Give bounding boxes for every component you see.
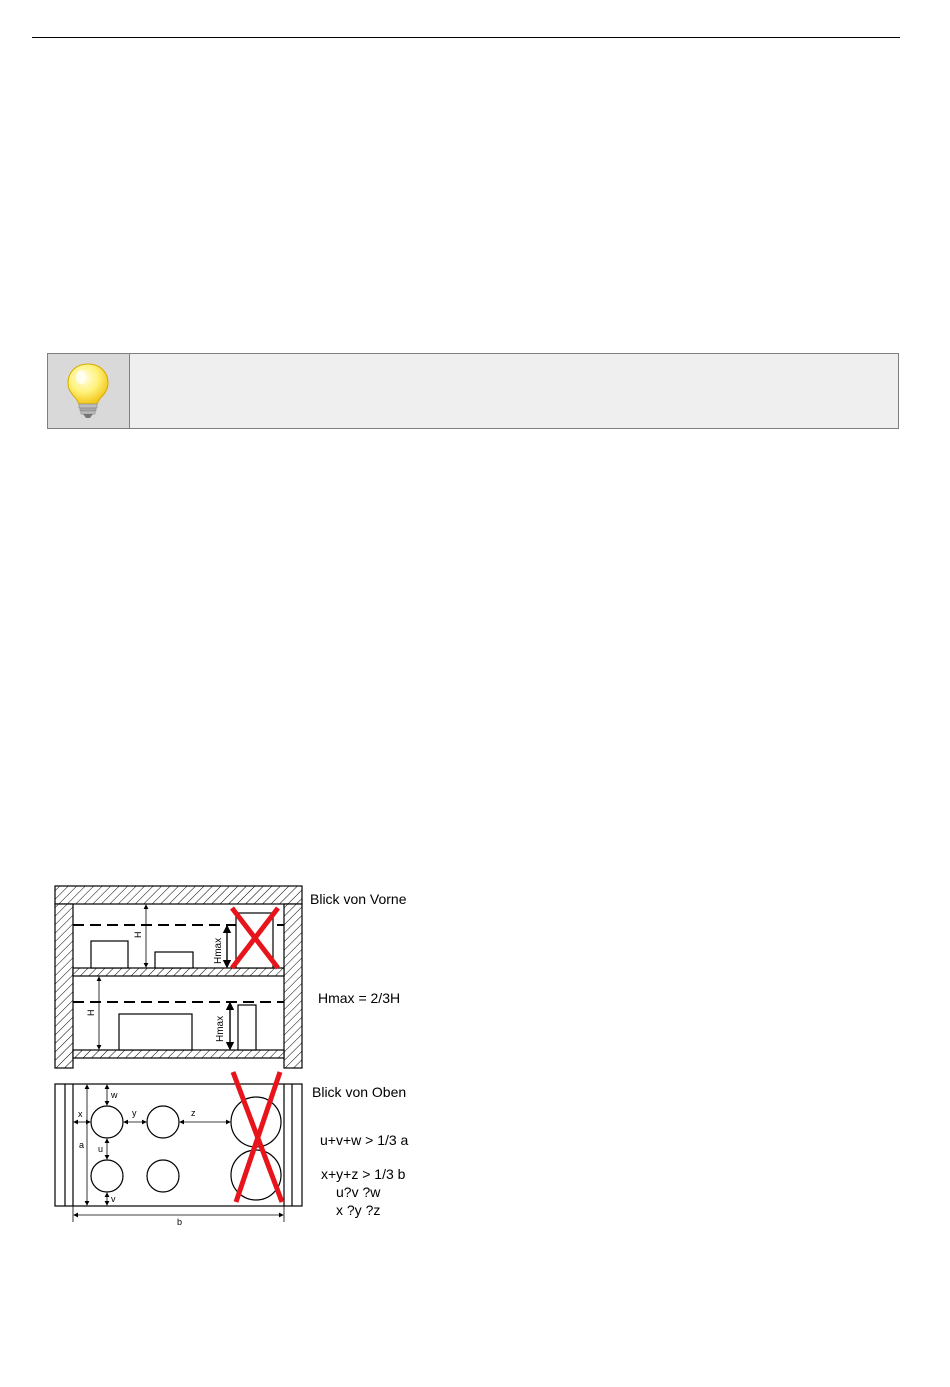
upper-box-1: [91, 941, 128, 968]
tip-box: [47, 353, 899, 429]
sum-rule-b: x+y+z > 1/3 b: [321, 1166, 406, 1182]
upper-shelf: [73, 968, 284, 976]
shelf-loading-figure: [53, 884, 425, 1230]
lightbulb-icon: [65, 362, 111, 420]
y-label: y: [132, 1108, 137, 1118]
sum-rule-a: u+v+w > 1/3 a: [320, 1132, 409, 1148]
top-view-label: Blick von Oben: [312, 1084, 407, 1100]
lower-hmax-label: Hmax: [215, 1015, 226, 1042]
upper-box-2: [155, 952, 193, 968]
can-4: [91, 1160, 123, 1192]
front-left-wall: [55, 904, 73, 1068]
top-view: [55, 1072, 302, 1227]
upper-hmax-label: Hmax: [213, 937, 224, 964]
lower-box-2: [238, 1005, 256, 1050]
u-label: u: [98, 1144, 104, 1154]
can-1: [91, 1106, 123, 1138]
hmax-formula: Hmax = 2/3H: [318, 990, 401, 1006]
front-right-wall: [284, 904, 302, 1068]
front-view-label: Blick von Vorne: [310, 891, 407, 907]
front-top-wall: [55, 886, 302, 904]
tip-icon-cell: [48, 354, 130, 428]
v-label: v: [111, 1194, 116, 1204]
lower-shelf: [73, 1050, 284, 1058]
can-5: [147, 1160, 179, 1192]
can-2: [147, 1106, 179, 1138]
x-label: x: [78, 1109, 83, 1119]
a-label: a: [79, 1140, 85, 1150]
b-label: b: [177, 1217, 183, 1227]
w-label: w: [111, 1090, 118, 1100]
ratio-uvw: u?v ?w: [336, 1184, 381, 1200]
front-view: [55, 886, 302, 1068]
header-rule: [32, 37, 900, 38]
z-label: z: [191, 1108, 196, 1118]
lower-h-label: H: [86, 1009, 96, 1016]
upper-h-label: H: [133, 931, 143, 938]
ratio-xyz: x ?y ?z: [336, 1202, 381, 1218]
lower-box-1: [119, 1014, 192, 1050]
